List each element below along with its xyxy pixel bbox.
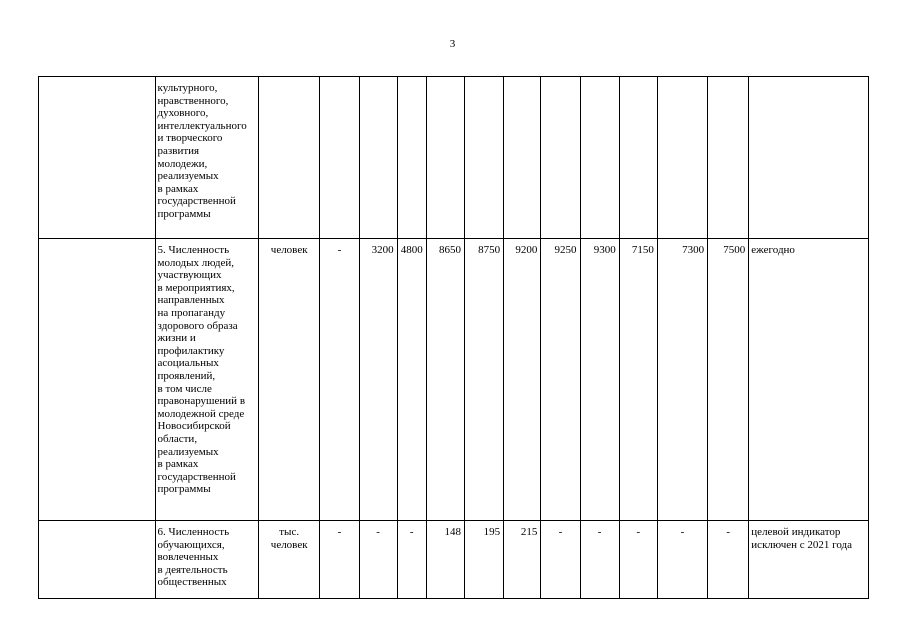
row-number-cell bbox=[39, 77, 156, 239]
value-cell bbox=[464, 77, 503, 239]
value-cell: - bbox=[708, 521, 749, 599]
note-cell: ежегодно bbox=[749, 239, 869, 521]
table-row bbox=[39, 239, 869, 521]
value-cell: 8650 bbox=[426, 239, 464, 521]
value-cell bbox=[320, 77, 359, 239]
value-cell bbox=[397, 77, 426, 239]
value-cell: 7300 bbox=[657, 239, 707, 521]
value-cell bbox=[359, 77, 397, 239]
value-cell: 7150 bbox=[619, 239, 657, 521]
page-number: 3 bbox=[449, 38, 456, 50]
unit-cell: тыс. человек bbox=[259, 521, 320, 599]
value-cell bbox=[580, 77, 619, 239]
table-row bbox=[39, 521, 869, 599]
value-cell bbox=[708, 77, 749, 239]
note-cell bbox=[749, 77, 869, 239]
value-cell: - bbox=[320, 239, 359, 521]
value-cell: 9250 bbox=[541, 239, 580, 521]
value-cell: - bbox=[619, 521, 657, 599]
indicators-table bbox=[38, 76, 869, 599]
value-cell: - bbox=[397, 521, 426, 599]
value-cell: 195 bbox=[464, 521, 503, 599]
unit-cell bbox=[259, 77, 320, 239]
row-number-cell bbox=[39, 521, 156, 599]
value-cell: 148 bbox=[426, 521, 464, 599]
value-cell: - bbox=[320, 521, 359, 599]
value-cell bbox=[619, 77, 657, 239]
value-cell: 8750 bbox=[464, 239, 503, 521]
value-cell: 3200 bbox=[359, 239, 397, 521]
value-cell: 9300 bbox=[580, 239, 619, 521]
value-cell bbox=[657, 77, 707, 239]
indicator-name-cell: культурного, нравственного, духовного, интеллектуального и творческого развития молодежи, реализуемых в рамках государственной программы bbox=[155, 77, 258, 239]
value-cell bbox=[426, 77, 464, 239]
value-cell: - bbox=[580, 521, 619, 599]
value-cell bbox=[504, 77, 541, 239]
unit-cell: человек bbox=[259, 239, 320, 521]
indicator-name-cell: 6. Численность обучающихся, вовлеченных в деятельность общественных bbox=[155, 521, 258, 599]
value-cell: 7500 bbox=[708, 239, 749, 521]
value-cell: - bbox=[359, 521, 397, 599]
value-cell: - bbox=[541, 521, 580, 599]
table-row bbox=[39, 77, 869, 239]
value-cell: 215 bbox=[504, 521, 541, 599]
value-cell: 9200 bbox=[504, 239, 541, 521]
note-cell: целевой индикатор исключен с 2021 года bbox=[749, 521, 869, 599]
value-cell bbox=[541, 77, 580, 239]
value-cell: - bbox=[657, 521, 707, 599]
row-number-cell bbox=[39, 239, 156, 521]
value-cell: 4800 bbox=[397, 239, 426, 521]
indicator-name-cell: 5. Численность молодых людей, участвующих в мероприятиях, направленных на пропаганду здорового образа жизни и профилактику асоциальных проявлений, в том числе правонарушений в молодежной среде Новосибирской области, реализуемых в рамках государственной программы bbox=[155, 239, 258, 521]
